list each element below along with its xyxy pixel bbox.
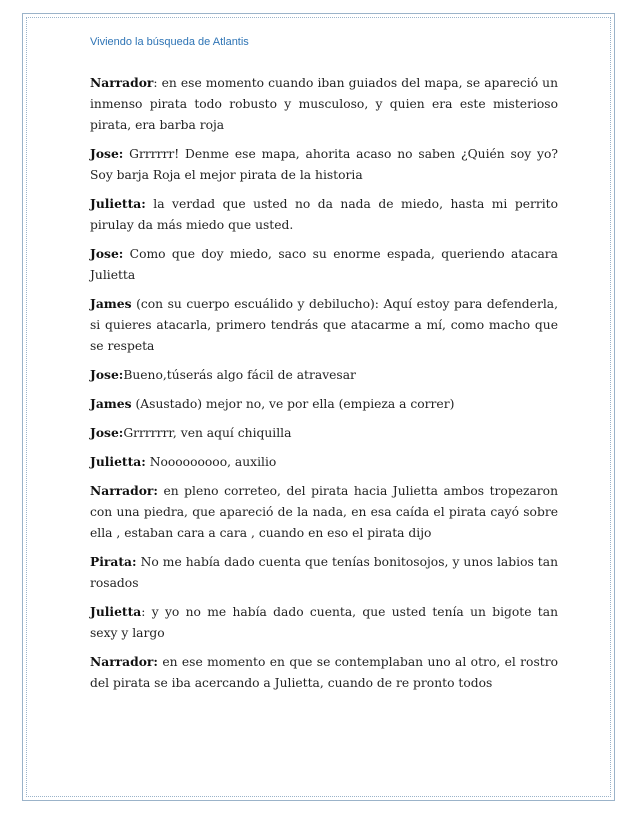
paragraph xyxy=(90,480,558,544)
paragraph xyxy=(90,393,558,415)
paragraph xyxy=(90,364,558,386)
speaker-label: Jose: xyxy=(90,146,124,161)
document-body xyxy=(90,72,558,701)
dialogue-text: en ese momento en que se contemplaban uno al otro, el rostro del pirata se iba acercando a Julietta, cuando de re pronto todos xyxy=(90,655,558,690)
paragraph xyxy=(90,193,558,236)
dialogue-text: Grrrrrr! Denme ese mapa, ahorita acaso no saben ¿Quién soy yo? Soy barja Roja el mejor pirata de la historia xyxy=(90,147,558,182)
speaker-label: Jose: xyxy=(90,425,124,440)
speaker-label: Jose: xyxy=(90,367,124,382)
paragraph xyxy=(90,243,558,286)
paragraph xyxy=(90,551,558,594)
speaker-label: Narrador: xyxy=(90,654,158,669)
dialogue-text: Como que doy miedo, saco su enorme espada, queriendo atacara Julietta xyxy=(90,247,558,282)
dialogue-text: No me había dado cuenta que tenías bonitosojos, y unos labios tan rosados xyxy=(90,555,558,590)
paragraph xyxy=(90,451,558,473)
speaker-label: Julietta: xyxy=(90,454,146,469)
speaker-label: Narrador xyxy=(90,75,154,90)
dialogue-text: Bueno,túserás algo fácil de atravesar xyxy=(123,368,356,382)
dialogue-text: la verdad que usted no da nada de miedo, hasta mi perrito pirulay da más miedo que usted. xyxy=(90,197,558,232)
speaker-label: Pirata: xyxy=(90,554,137,569)
speaker-label: Julietta xyxy=(90,604,142,619)
dialogue-text: (Asustado) mejor no, ve por ella (empieza a correr) xyxy=(131,397,455,411)
paragraph xyxy=(90,651,558,694)
dialogue-text: (con su cuerpo escuálido y debilucho): Aquí estoy para defenderla, si quieres atacarla, primero tendrás que atacarme a mí, como macho que se respeta xyxy=(90,297,558,353)
dialogue-text: Nooooooooo, auxilio xyxy=(145,455,277,469)
dialogue-text: en pleno correteo, del pirata hacia Julietta ambos tropezaron con una piedra, que apareció de la nada, en esa caída el pirata cayó sobre ella , estaban cara a cara , cuando en eso el pirata dijo xyxy=(90,484,558,540)
paragraph xyxy=(90,293,558,357)
speaker-label: Jose: xyxy=(90,246,124,261)
speaker-label: Julietta: xyxy=(90,196,146,211)
paragraph xyxy=(90,601,558,644)
paragraph xyxy=(90,422,558,444)
paragraph xyxy=(90,72,558,136)
speaker-label: James xyxy=(90,296,132,311)
dialogue-text: Grrrrrrr, ven aquí chiquilla xyxy=(123,426,292,440)
dialogue-text: : en ese momento cuando iban guiados del mapa, se apareció un inmenso pirata todo robusto y musculoso, y quien era este misterioso pirata, era barba roja xyxy=(90,76,558,132)
page-header: Viviendo la búsqueda de Atlantis xyxy=(90,36,249,48)
dialogue-text: : y yo no me había dado cuenta, que usted tenía un bigote tan sexy y largo xyxy=(90,605,558,640)
paragraph xyxy=(90,143,558,186)
speaker-label: Narrador: xyxy=(90,483,158,498)
speaker-label: James xyxy=(90,396,132,411)
